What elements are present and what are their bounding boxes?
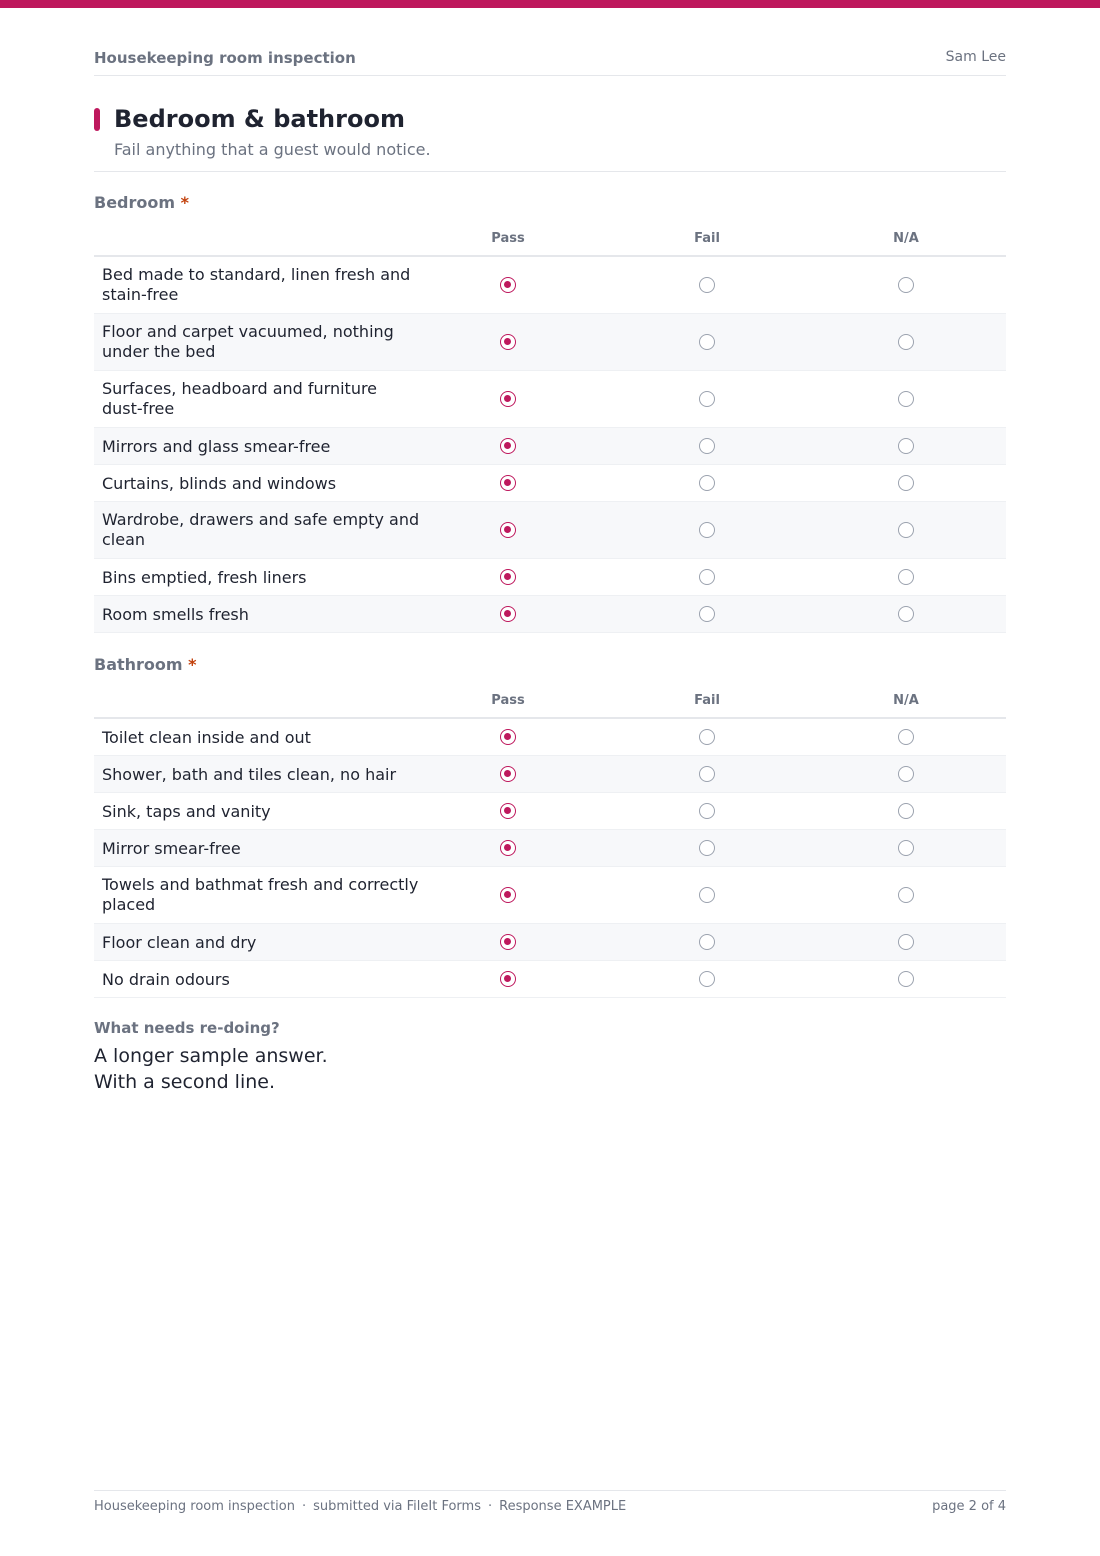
radio-na[interactable] [898, 569, 914, 585]
radio-pass[interactable] [500, 766, 516, 782]
required-mark: * [180, 193, 189, 212]
row-label: Shower, bath and tiles clean, no hair [102, 765, 397, 784]
radio-fail[interactable] [699, 729, 715, 745]
row-label: Toilet clean inside and out [102, 728, 311, 747]
grid-row [94, 793, 1006, 830]
row-label: Curtains, blinds and windows [102, 474, 337, 493]
grid-row [94, 371, 1006, 428]
answer-line: With a second line. [94, 1071, 275, 1093]
radio-pass[interactable] [500, 438, 516, 454]
footer-info [94, 1499, 626, 1514]
bathroom-grid [94, 681, 1006, 998]
group-label-bedroom [94, 193, 189, 212]
column-header: Pass [491, 231, 525, 246]
radio-pass[interactable] [500, 277, 516, 293]
column-header: N/A [893, 693, 919, 708]
footer-separator: · [301, 1499, 307, 1514]
row-label: Bins emptied, fresh liners [102, 568, 307, 587]
radio-fail[interactable] [699, 569, 715, 585]
radio-pass[interactable] [500, 934, 516, 950]
row-label: Floor and carpet vacuumed, nothing under the bed [102, 322, 394, 361]
page-number: page 2 of 4 [932, 1499, 1006, 1514]
grid-row [94, 719, 1006, 756]
footer-submitted: submitted via FileIt Forms [313, 1499, 481, 1514]
grid-row [94, 502, 1006, 559]
grid-row [94, 924, 1006, 961]
radio-pass[interactable] [500, 606, 516, 622]
footer-form-name: Housekeeping room inspection [94, 1499, 295, 1514]
radio-fail[interactable] [699, 840, 715, 856]
radio-pass[interactable] [500, 887, 516, 903]
grid-row [94, 756, 1006, 793]
section-header [94, 104, 1006, 172]
bedroom-grid [94, 219, 1006, 633]
grid-row [94, 465, 1006, 502]
section-subtitle: Fail anything that a guest would notice. [114, 140, 431, 159]
radio-fail[interactable] [699, 766, 715, 782]
radio-na[interactable] [898, 475, 914, 491]
footer-response: Response EXAMPLE [499, 1499, 627, 1514]
radio-na[interactable] [898, 334, 914, 350]
row-label: Wardrobe, drawers and safe empty and clean [102, 510, 420, 549]
radio-pass[interactable] [500, 569, 516, 585]
radio-na[interactable] [898, 277, 914, 293]
radio-pass[interactable] [500, 334, 516, 350]
radio-na[interactable] [898, 391, 914, 407]
row-label: Mirror smear-free [102, 839, 241, 858]
radio-fail[interactable] [699, 606, 715, 622]
radio-pass[interactable] [500, 803, 516, 819]
radio-na[interactable] [898, 934, 914, 950]
radio-fail[interactable] [699, 887, 715, 903]
row-label: Towels and bathmat fresh and correctly placed [102, 875, 419, 914]
group-label-text: Bathroom [94, 655, 183, 674]
row-label: Room smells fresh [102, 605, 249, 624]
group-label-text: Bedroom [94, 193, 176, 212]
group-label-bathroom [94, 655, 197, 674]
radio-fail[interactable] [699, 934, 715, 950]
column-header: Fail [694, 231, 720, 246]
radio-fail[interactable] [699, 522, 715, 538]
row-label: No drain odours [102, 970, 230, 989]
grid-row [94, 428, 1006, 465]
radio-na[interactable] [898, 840, 914, 856]
answer-line: A longer sample answer. [94, 1045, 328, 1067]
section-title: Bedroom & bathroom [114, 105, 405, 133]
grid-row [94, 596, 1006, 633]
answer-text [94, 1043, 328, 1095]
radio-pass[interactable] [500, 391, 516, 407]
column-header: Fail [694, 693, 720, 708]
required-mark: * [188, 655, 197, 674]
radio-fail[interactable] [699, 475, 715, 491]
radio-fail[interactable] [699, 971, 715, 987]
page-header [94, 48, 1006, 76]
radio-na[interactable] [898, 606, 914, 622]
radio-na[interactable] [898, 766, 914, 782]
radio-fail[interactable] [699, 391, 715, 407]
grid-row [94, 257, 1006, 314]
column-header: Pass [491, 693, 525, 708]
radio-na[interactable] [898, 803, 914, 819]
grid-header [94, 219, 1006, 257]
respondent-name: Sam Lee [945, 49, 1006, 65]
section-accent-bar [94, 108, 100, 131]
radio-pass[interactable] [500, 522, 516, 538]
question-label: What needs re-doing? [94, 1019, 280, 1037]
radio-pass[interactable] [500, 729, 516, 745]
row-label: Mirrors and glass smear-free [102, 437, 331, 456]
radio-pass[interactable] [500, 475, 516, 491]
grid-row [94, 961, 1006, 998]
radio-fail[interactable] [699, 277, 715, 293]
radio-na[interactable] [898, 729, 914, 745]
radio-pass[interactable] [500, 971, 516, 987]
page-footer [94, 1490, 1006, 1520]
radio-na[interactable] [898, 522, 914, 538]
row-label: Bed made to standard, linen fresh and stain-free [102, 265, 411, 304]
radio-fail[interactable] [699, 803, 715, 819]
radio-na[interactable] [898, 971, 914, 987]
form-title: Housekeeping room inspection [94, 49, 356, 67]
row-label: Sink, taps and vanity [102, 802, 271, 821]
grid-row [94, 830, 1006, 867]
column-header: N/A [893, 231, 919, 246]
radio-na[interactable] [898, 438, 914, 454]
radio-pass[interactable] [500, 840, 516, 856]
radio-fail[interactable] [699, 334, 715, 350]
row-label: Floor clean and dry [102, 933, 257, 952]
grid-row [94, 559, 1006, 596]
radio-na[interactable] [898, 887, 914, 903]
grid-row [94, 314, 1006, 371]
footer-separator: · [487, 1499, 493, 1514]
radio-fail[interactable] [699, 438, 715, 454]
row-label: Surfaces, headboard and furniture dust-free [102, 379, 378, 418]
top-accent-bar [0, 0, 1100, 8]
grid-row [94, 867, 1006, 924]
grid-header [94, 681, 1006, 719]
